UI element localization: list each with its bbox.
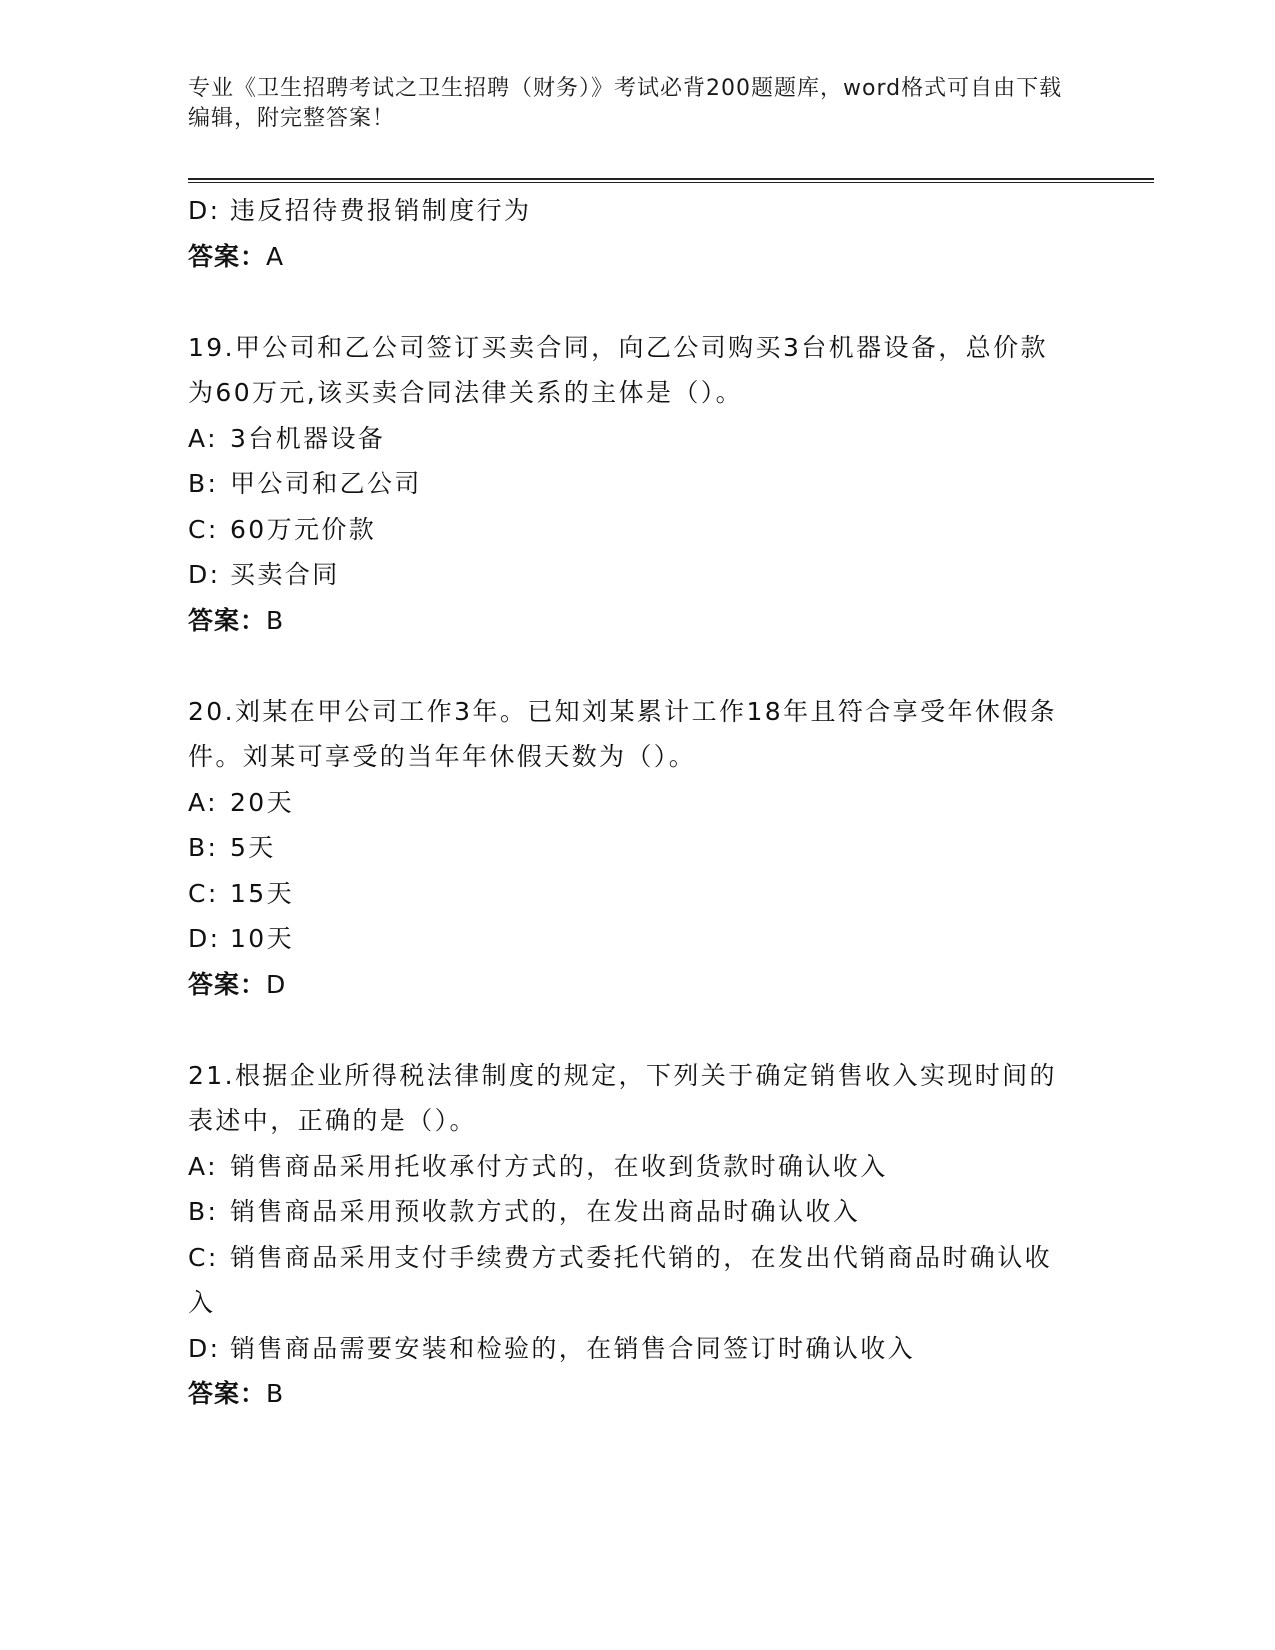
option-letter: D:	[188, 560, 221, 589]
option-b	[188, 461, 1088, 507]
option-letter: D:	[188, 1333, 221, 1363]
option-d	[188, 552, 1088, 598]
option-a	[188, 416, 1088, 462]
option-text: 甲公司和乙公司	[230, 469, 422, 498]
option-letter: A:	[188, 1151, 218, 1181]
option-text: 销售商品采用托收承付方式的，在收到货款时确认收入	[230, 1151, 888, 1181]
answer-line	[188, 234, 1088, 280]
option-letter: B:	[188, 1197, 219, 1226]
answer-line	[188, 598, 1088, 644]
option-text: 违反招待费报销制度行为	[230, 196, 532, 225]
option-d	[188, 1326, 1088, 1372]
option-d	[188, 916, 1088, 962]
spacer	[188, 279, 1088, 325]
answer-line	[188, 962, 1088, 1008]
answer-label: 答案：	[188, 969, 267, 999]
answer-value: A	[266, 241, 285, 271]
page-header: 专业《卫生招聘考试之卫生招聘（财务）》考试必背200题题库，word格式可自由下载编辑，附完整答案！	[188, 76, 1063, 131]
option-letter: B:	[188, 469, 219, 498]
spacer	[188, 1007, 1088, 1053]
answer-label: 答案：	[188, 605, 267, 635]
option-text: 销售商品采用预收款方式的，在发出商品时确认收入	[230, 1197, 861, 1226]
answer-value: B	[266, 1379, 285, 1408]
option-letter: D:	[188, 924, 221, 953]
answer-line	[188, 1371, 1088, 1417]
document-body	[188, 188, 1088, 1417]
option-letter: C:	[188, 878, 219, 908]
answer-value: B	[266, 605, 285, 635]
option-text: 10天	[230, 924, 295, 953]
option-c	[188, 1235, 1068, 1326]
spacer	[188, 643, 1088, 689]
question-stem: 20.刘某在甲公司工作3年。已知刘某累计工作18年且符合享受年休假条件。刘某可享受的当年年休假天数为（）。	[188, 696, 1058, 771]
option-letter: A:	[188, 423, 218, 453]
option-text: 5天	[230, 833, 276, 862]
option-text: 买卖合同	[230, 560, 340, 589]
option-text: 销售商品需要安装和检验的，在销售合同签订时确认收入	[230, 1333, 916, 1363]
answer-label: 答案：	[188, 1379, 267, 1408]
header-divider	[188, 178, 1154, 183]
option-text: 20天	[230, 787, 295, 817]
option-text: 3台机器设备	[230, 423, 386, 453]
option-text: 60万元价款	[230, 514, 377, 544]
option-a	[188, 780, 1088, 826]
option-c	[188, 507, 1088, 553]
option-b	[188, 825, 1088, 871]
question-stem: 21.根据企业所得税法律制度的规定，下列关于确定销售收入实现时间的表述中，正确的是（）。	[188, 1060, 1057, 1135]
question-20	[188, 689, 1088, 1008]
option-b	[188, 1189, 1088, 1235]
answer-label: 答案：	[188, 241, 267, 271]
option-letter: C:	[188, 514, 219, 544]
option-letter: A:	[188, 787, 218, 817]
option-c	[188, 871, 1088, 917]
answer-value: D	[266, 969, 287, 999]
option-letter: C:	[188, 1242, 219, 1272]
question-19	[188, 325, 1088, 644]
option-d-continued	[188, 188, 1088, 234]
option-letter: B:	[188, 833, 219, 862]
question-21	[188, 1053, 1088, 1417]
option-text: 15天	[230, 878, 295, 908]
question-stem: 19.甲公司和乙公司签订买卖合同，向乙公司购买3台机器设备，总价款为60万元,该买卖合同法律关系的主体是（）。	[188, 332, 1048, 407]
option-letter: D:	[188, 196, 221, 225]
option-a	[188, 1144, 1088, 1190]
option-text: 销售商品采用支付手续费方式委托代销的，在发出代销商品时确认收入	[188, 1242, 1053, 1317]
